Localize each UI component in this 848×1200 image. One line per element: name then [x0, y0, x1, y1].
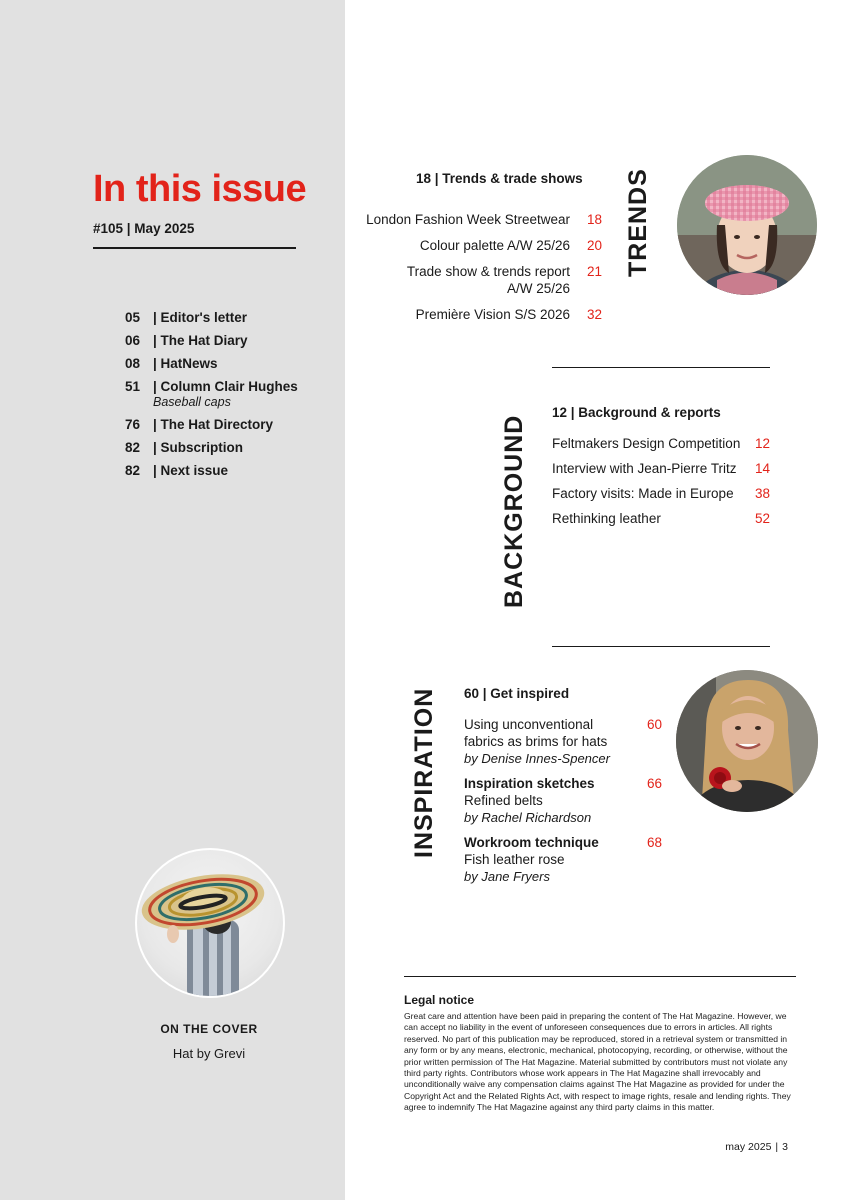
- cover-hat-illustration: [137, 850, 283, 996]
- contents-item-label: | Subscription: [153, 440, 244, 455]
- inspiration-heading: 60 | Get inspired: [464, 686, 570, 701]
- trends-item-title-cont: A/W 25/26: [506, 281, 570, 296]
- inspiration-photo: [676, 670, 818, 812]
- trends-item-title: Colour palette A/W 25/26: [419, 238, 570, 253]
- background-item-page: 38: [754, 486, 770, 501]
- inspiration-item-title-cont: fabrics as brims for hats: [464, 734, 608, 749]
- issue-number: #105 | May 2025: [93, 221, 195, 236]
- trends-item-title: Trade show & trends report: [406, 264, 570, 279]
- contents-page-number: 05: [125, 310, 141, 325]
- background-item[interactable]: [552, 435, 770, 452]
- trends-section-label: TRENDS: [624, 168, 652, 277]
- contents-page-number: 51: [125, 379, 141, 394]
- trends-item-title: Première Vision S/S 2026: [415, 307, 570, 322]
- background-item[interactable]: [552, 485, 770, 502]
- contents-item-label: | Next issue: [153, 463, 229, 478]
- trends-item[interactable]: [360, 211, 602, 228]
- background-item-title: Interview with Jean-Pierre Tritz: [552, 461, 737, 476]
- contents-item-subscription[interactable]: [125, 440, 335, 455]
- trends-item-page: 32: [586, 307, 602, 322]
- contents-page-number: 06: [125, 333, 141, 348]
- background-item-title: Feltmakers Design Competition: [552, 436, 741, 451]
- trends-item-page: 20: [586, 238, 602, 253]
- background-item[interactable]: [552, 460, 770, 477]
- trends-item[interactable]: [360, 237, 602, 254]
- background-item[interactable]: [552, 510, 770, 527]
- trends-item[interactable]: [360, 306, 602, 323]
- contents-item-label: | Column Clair Hughes: [153, 379, 298, 394]
- contents-item-label: | The Hat Diary: [153, 333, 248, 348]
- inspiration-item-page: 66: [646, 776, 662, 791]
- trends-item-page: 18: [586, 212, 602, 227]
- trends-item-title: London Fashion Week Streetwear: [366, 212, 570, 227]
- inspiration-item[interactable]: [464, 716, 662, 767]
- folio-page-number: 3: [782, 1141, 788, 1153]
- contents-item-hat-directory[interactable]: [125, 417, 335, 432]
- inspiration-item-page: 68: [646, 835, 662, 850]
- contents-page-number: 82: [125, 440, 141, 455]
- inspiration-item[interactable]: [464, 834, 662, 885]
- inspiration-item-subtitle: Fish leather rose: [464, 852, 565, 867]
- trends-photo-illustration: [677, 155, 817, 295]
- section-divider: [552, 646, 770, 647]
- contents-item-subtitle: Baseball caps: [153, 395, 231, 409]
- contents-item-editors-letter[interactable]: [125, 310, 335, 325]
- inspiration-item-subtitle: Refined belts: [464, 793, 543, 808]
- background-item-page: 12: [754, 436, 770, 451]
- trends-list: [360, 211, 602, 332]
- trends-item-page: 21: [586, 264, 602, 279]
- section-divider: [552, 367, 770, 368]
- inspiration-item-title: Using unconventional: [464, 717, 594, 732]
- contents-page-number: 08: [125, 356, 141, 371]
- contents-item-column[interactable]: [125, 379, 335, 409]
- trends-item[interactable]: [360, 263, 602, 297]
- inspiration-item[interactable]: [464, 775, 662, 826]
- background-item-title: Rethinking leather: [552, 511, 661, 526]
- cover-photo: [135, 848, 285, 998]
- contents-item-hatnews[interactable]: [125, 356, 335, 371]
- inspiration-list: [464, 716, 662, 893]
- page-folio: [690, 1141, 788, 1153]
- contents-page-number: 82: [125, 463, 141, 478]
- background-item-title: Factory visits: Made in Europe: [552, 486, 734, 501]
- page-title: In this issue: [93, 168, 307, 210]
- inspiration-photo-illustration: [676, 670, 818, 812]
- inspiration-item-page: 60: [646, 717, 662, 732]
- contents-item-next-issue[interactable]: [125, 463, 335, 478]
- inspiration-item-author: by Denise Innes-Spencer: [464, 751, 610, 766]
- cover-heading: ON THE COVER: [160, 1022, 258, 1036]
- cover-credit: Hat by Grevi: [172, 1046, 246, 1061]
- background-list: [552, 435, 770, 535]
- inspiration-item-author: by Jane Fryers: [464, 869, 550, 884]
- title-divider: [93, 247, 296, 249]
- inspiration-item-title: Workroom technique: [464, 835, 599, 850]
- sidebar-contents-list: [125, 310, 335, 486]
- background-item-page: 14: [754, 461, 770, 476]
- inspiration-item-title: Inspiration sketches: [464, 776, 595, 791]
- contents-item-label: | Editor's letter: [153, 310, 248, 325]
- legal-body: Great care and attention have been paid in preparing the content of The Hat Magazine. However, we can accept no liability in the event of unforeseen consequences due to errors in articles. All rights reserved. No part of this publication may be reproduced, stored in a retrieval system or transmitted in any form or by any means, electronic, mechanical, photocopying, recording, or otherwise, without the prior written permission of The Hat Magazine. Material submitted by contributors must not violate any third party rights. Contributors whose work appears in The Hat Magazine shall irrevocably and unconditionally waive any compensation claims against The Hat Magazine as provided for under the Copyright Act and the Related Rights Act, with respect to image rights, resale and lending rights. They agree to indemnify The Hat Magazine against any third party claims in this matter.: [404, 1011, 791, 1113]
- trends-photo: [677, 155, 817, 295]
- background-section-label: BACKGROUND: [500, 414, 528, 608]
- folio-separator: |: [775, 1141, 779, 1153]
- inspiration-item-author: by Rachel Richardson: [464, 810, 592, 825]
- contents-page-number: 76: [125, 417, 141, 432]
- legal-divider: [404, 976, 796, 977]
- background-item-page: 52: [754, 511, 770, 526]
- legal-heading: Legal notice: [404, 993, 475, 1007]
- contents-item-label: | The Hat Directory: [153, 417, 274, 432]
- contents-item-hat-diary[interactable]: [125, 333, 335, 348]
- trends-heading: 18 | Trends & trade shows: [416, 171, 583, 186]
- contents-item-label: | HatNews: [153, 356, 218, 371]
- background-heading: 12 | Background & reports: [552, 405, 721, 420]
- folio-month: may 2025: [725, 1141, 772, 1153]
- inspiration-section-label: INSPIRATION: [410, 687, 438, 858]
